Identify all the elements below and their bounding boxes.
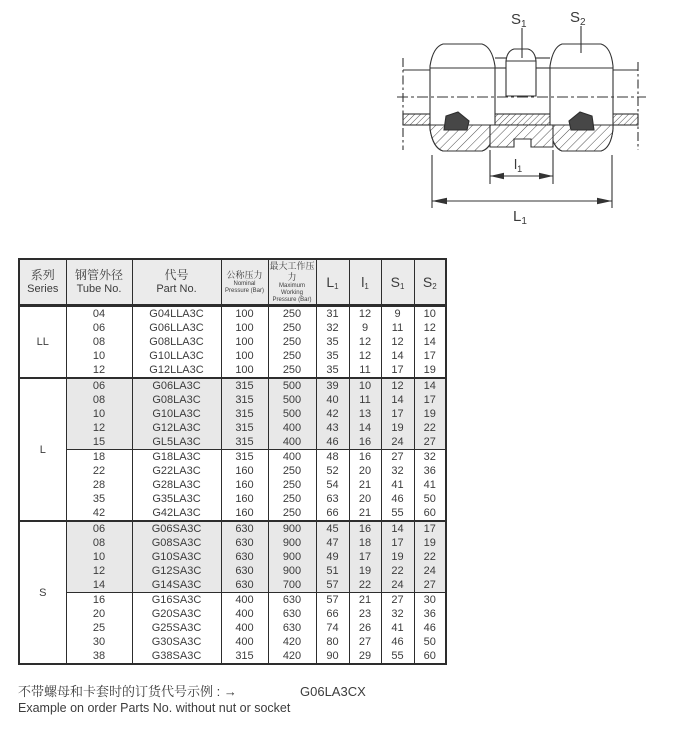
- order-note: [18, 683, 668, 717]
- table-cell: 315: [221, 649, 268, 664]
- table-cell: 630: [221, 536, 268, 550]
- table-cell: 500: [268, 393, 316, 407]
- spec-table: [18, 258, 447, 665]
- table-row: [19, 578, 446, 593]
- table-cell: 315: [221, 450, 268, 465]
- table-cell: 15: [66, 435, 132, 450]
- table-cell: 46: [414, 621, 446, 635]
- table-cell: 250: [268, 464, 316, 478]
- table-row: [19, 450, 446, 465]
- table-cell: 630: [268, 593, 316, 608]
- table-cell: G08LLA3C: [132, 335, 221, 349]
- table-cell: 19: [414, 407, 446, 421]
- table-cell: 10: [414, 306, 446, 322]
- table-cell: 315: [221, 378, 268, 393]
- table-cell: 630: [221, 578, 268, 593]
- table-cell: 700: [268, 578, 316, 593]
- table-cell: G35LA3C: [132, 492, 221, 506]
- table-cell: 400: [221, 607, 268, 621]
- series-cell: LL: [19, 306, 66, 379]
- table-cell: 12: [66, 421, 132, 435]
- table-cell: 50: [414, 492, 446, 506]
- table-cell: 24: [381, 578, 414, 593]
- table-cell: 630: [221, 521, 268, 536]
- table-cell: 17: [414, 349, 446, 363]
- table-cell: 17: [381, 363, 414, 378]
- table-cell: 18: [349, 536, 381, 550]
- header-part: [132, 259, 221, 306]
- table-cell: 27: [381, 593, 414, 608]
- table-cell: 16: [349, 521, 381, 536]
- table-row: [19, 349, 446, 363]
- table-cell: G10LLA3C: [132, 349, 221, 363]
- table-cell: 900: [268, 536, 316, 550]
- table-row: [19, 393, 446, 407]
- header-S1: $S_1$: [381, 259, 414, 306]
- table-cell: 63: [316, 492, 349, 506]
- table-cell: 29: [349, 649, 381, 664]
- table-cell: 900: [268, 521, 316, 536]
- table-cell: 06: [66, 521, 132, 536]
- table-row: [19, 521, 446, 536]
- spec-table-container: [18, 258, 447, 665]
- table-cell: 630: [221, 550, 268, 564]
- table-cell: 06: [66, 321, 132, 335]
- table-cell: 630: [268, 607, 316, 621]
- header-L1: $L_1$: [316, 259, 349, 306]
- table-cell: 315: [221, 393, 268, 407]
- table-cell: 24: [414, 564, 446, 578]
- table-cell: 19: [414, 536, 446, 550]
- table-cell: 43: [316, 421, 349, 435]
- table-row: [19, 593, 446, 608]
- table-cell: 23: [349, 607, 381, 621]
- table-row: [19, 621, 446, 635]
- header-l1: $l_1$: [349, 259, 381, 306]
- table-cell: 50: [414, 635, 446, 649]
- table-cell: 100: [221, 321, 268, 335]
- table-cell: 22: [414, 550, 446, 564]
- table-cell: 160: [221, 464, 268, 478]
- table-row: [19, 435, 446, 450]
- table-cell: 400: [268, 421, 316, 435]
- table-cell: 9: [381, 306, 414, 322]
- body-section: [490, 125, 553, 147]
- table-cell: 100: [221, 335, 268, 349]
- table-cell: G08SA3C: [132, 536, 221, 550]
- table-cell: 20: [349, 464, 381, 478]
- table-cell: 06: [66, 378, 132, 393]
- table-cell: 12: [381, 335, 414, 349]
- table-cell: 27: [414, 578, 446, 593]
- header-series-zh: 系列: [30, 268, 55, 282]
- table-cell: 14: [349, 421, 381, 435]
- table-cell: 46: [381, 635, 414, 649]
- table-cell: 315: [221, 407, 268, 421]
- dim-L1: [432, 155, 612, 208]
- table-cell: 14: [381, 521, 414, 536]
- table-row: [19, 564, 446, 578]
- table-cell: 12: [66, 564, 132, 578]
- table-cell: 32: [316, 321, 349, 335]
- table-cell: G12SA3C: [132, 564, 221, 578]
- table-cell: 04: [66, 306, 132, 322]
- table-cell: 41: [381, 478, 414, 492]
- table-row: [19, 506, 446, 521]
- header-series: [19, 259, 66, 306]
- table-row: [19, 378, 446, 393]
- table-cell: G42LA3C: [132, 506, 221, 521]
- table-cell: G06LLA3C: [132, 321, 221, 335]
- table-cell: 400: [268, 435, 316, 450]
- table-cell: 31: [316, 306, 349, 322]
- table-cell: 16: [349, 435, 381, 450]
- table-cell: 17: [349, 550, 381, 564]
- table-cell: 55: [381, 506, 414, 521]
- fitting-diagram: [0, 0, 688, 248]
- header-S2: $S_2$: [414, 259, 446, 306]
- table-cell: 14: [381, 393, 414, 407]
- table-cell: 12: [414, 321, 446, 335]
- spec-table-body: [19, 306, 446, 665]
- order-note-zh: 不带螺母和卡套时的订货代号示例 : →: [18, 684, 237, 699]
- table-cell: 35: [66, 492, 132, 506]
- table-cell: 42: [316, 407, 349, 421]
- table-cell: 30: [66, 635, 132, 649]
- table-cell: 500: [268, 378, 316, 393]
- table-cell: 9: [349, 321, 381, 335]
- table-cell: G20SA3C: [132, 607, 221, 621]
- table-cell: 60: [414, 506, 446, 521]
- s1-label: $S_1$: [511, 11, 527, 30]
- table-cell: 250: [268, 492, 316, 506]
- table-cell: 13: [349, 407, 381, 421]
- table-cell: 74: [316, 621, 349, 635]
- table-cell: 30: [414, 593, 446, 608]
- table-cell: 400: [221, 621, 268, 635]
- table-cell: 17: [381, 407, 414, 421]
- table-cell: 55: [381, 649, 414, 664]
- table-cell: G25SA3C: [132, 621, 221, 635]
- table-cell: 36: [414, 464, 446, 478]
- table-cell: 39: [316, 378, 349, 393]
- table-cell: 40: [316, 393, 349, 407]
- table-cell: 160: [221, 506, 268, 521]
- table-cell: 21: [349, 506, 381, 521]
- table-cell: 160: [221, 492, 268, 506]
- table-cell: 47: [316, 536, 349, 550]
- table-row: [19, 335, 446, 349]
- table-cell: GL5LA3C: [132, 435, 221, 450]
- table-cell: 16: [66, 593, 132, 608]
- table-cell: 35: [316, 363, 349, 378]
- table-cell: G06SA3C: [132, 521, 221, 536]
- table-row: [19, 478, 446, 492]
- table-cell: G30SA3C: [132, 635, 221, 649]
- table-cell: G06LA3C: [132, 378, 221, 393]
- table-cell: 36: [414, 607, 446, 621]
- table-cell: 22: [349, 578, 381, 593]
- header-tube-zh: 钢管外径: [74, 268, 123, 282]
- table-row: [19, 321, 446, 335]
- table-cell: 20: [66, 607, 132, 621]
- table-cell: G10SA3C: [132, 550, 221, 564]
- table-cell: 32: [381, 607, 414, 621]
- table-cell: 19: [349, 564, 381, 578]
- table-cell: 21: [349, 593, 381, 608]
- table-cell: 25: [66, 621, 132, 635]
- table-row: [19, 464, 446, 478]
- table-cell: 12: [349, 306, 381, 322]
- table-cell: 315: [221, 435, 268, 450]
- table-cell: 41: [414, 478, 446, 492]
- header-part-en: Part No.: [156, 283, 197, 295]
- table-cell: 17: [414, 521, 446, 536]
- table-cell: 22: [381, 564, 414, 578]
- s2-label: $S_2$: [570, 9, 586, 28]
- header-tube-en: Tube No.: [76, 283, 122, 295]
- table-cell: 630: [221, 564, 268, 578]
- table-cell: 35: [316, 349, 349, 363]
- table-cell: 80: [316, 635, 349, 649]
- table-cell: 900: [268, 564, 316, 578]
- table-row: [19, 306, 446, 322]
- header-max-pressure: 最大工作压力 Maximum Working Pressure (Bar): [268, 259, 316, 306]
- table-cell: 420: [268, 635, 316, 649]
- table-cell: 46: [316, 435, 349, 450]
- table-cell: 160: [221, 478, 268, 492]
- table-cell: 11: [349, 363, 381, 378]
- table-cell: 400: [268, 450, 316, 465]
- table-cell: 60: [414, 649, 446, 664]
- table-cell: 52: [316, 464, 349, 478]
- table-cell: 10: [66, 349, 132, 363]
- table-cell: 45: [316, 521, 349, 536]
- table-cell: 54: [316, 478, 349, 492]
- table-cell: 32: [381, 464, 414, 478]
- table-cell: 10: [349, 378, 381, 393]
- table-row: [19, 550, 446, 564]
- l1-label: $l_1$: [514, 156, 523, 174]
- table-cell: 17: [414, 393, 446, 407]
- table-cell: 35: [316, 335, 349, 349]
- table-cell: 66: [316, 506, 349, 521]
- table-row: [19, 635, 446, 649]
- order-note-en: Example on order Parts No. without nut or socket: [18, 701, 291, 715]
- series-cell: L: [19, 378, 66, 521]
- series-cell: S: [19, 521, 66, 664]
- table-cell: 27: [349, 635, 381, 649]
- table-cell: 14: [414, 335, 446, 349]
- table-cell: 24: [381, 435, 414, 450]
- table-cell: G28LA3C: [132, 478, 221, 492]
- table-cell: 12: [66, 363, 132, 378]
- table-cell: 49: [316, 550, 349, 564]
- table-cell: 22: [66, 464, 132, 478]
- table-cell: 32: [414, 450, 446, 465]
- table-cell: 400: [221, 635, 268, 649]
- table-cell: 12: [349, 349, 381, 363]
- table-cell: 250: [268, 363, 316, 378]
- table-cell: 250: [268, 349, 316, 363]
- table-row: [19, 421, 446, 435]
- table-cell: 27: [414, 435, 446, 450]
- table-cell: 38: [66, 649, 132, 664]
- table-cell: 10: [66, 407, 132, 421]
- table-cell: 14: [66, 578, 132, 593]
- table-cell: 250: [268, 506, 316, 521]
- table-cell: 12: [349, 335, 381, 349]
- table-cell: 48: [316, 450, 349, 465]
- table-cell: G04LLA3C: [132, 306, 221, 322]
- table-cell: G38SA3C: [132, 649, 221, 664]
- table-cell: 14: [414, 378, 446, 393]
- table-cell: 42: [66, 506, 132, 521]
- table-cell: 51: [316, 564, 349, 578]
- table-cell: 250: [268, 321, 316, 335]
- table-cell: 21: [349, 478, 381, 492]
- table-row: [19, 492, 446, 506]
- table-cell: 100: [221, 349, 268, 363]
- header-part-zh: 代号: [164, 268, 189, 282]
- table-cell: G10LA3C: [132, 407, 221, 421]
- table-row: [19, 407, 446, 421]
- table-cell: 630: [268, 621, 316, 635]
- header-tube: [66, 259, 132, 306]
- header-series-en: Series: [27, 283, 59, 295]
- header-row: [19, 259, 446, 306]
- table-cell: G14SA3C: [132, 578, 221, 593]
- table-cell: 18: [66, 450, 132, 465]
- table-cell: 57: [316, 578, 349, 593]
- table-cell: 08: [66, 536, 132, 550]
- header-nominal-pressure: 公称压力 Nominal Pressure (Bar): [221, 259, 268, 306]
- table-cell: 41: [381, 621, 414, 635]
- table-cell: 250: [268, 478, 316, 492]
- table-cell: 250: [268, 306, 316, 322]
- table-cell: 90: [316, 649, 349, 664]
- table-cell: 66: [316, 607, 349, 621]
- order-example-code: G06LA3CX: [300, 684, 366, 699]
- table-cell: G16SA3C: [132, 593, 221, 608]
- table-cell: 11: [381, 321, 414, 335]
- table-cell: G18LA3C: [132, 450, 221, 465]
- table-cell: 500: [268, 407, 316, 421]
- table-row: [19, 363, 446, 378]
- table-row: [19, 649, 446, 664]
- table-cell: 12: [381, 378, 414, 393]
- table-cell: 16: [349, 450, 381, 465]
- table-cell: G12LA3C: [132, 421, 221, 435]
- table-cell: 100: [221, 306, 268, 322]
- table-cell: 22: [414, 421, 446, 435]
- table-row: [19, 607, 446, 621]
- table-cell: 19: [381, 550, 414, 564]
- table-cell: 28: [66, 478, 132, 492]
- table-cell: G12LLA3C: [132, 363, 221, 378]
- table-cell: 27: [381, 450, 414, 465]
- table-cell: 11: [349, 393, 381, 407]
- table-cell: 100: [221, 363, 268, 378]
- table-cell: 08: [66, 393, 132, 407]
- table-cell: 250: [268, 335, 316, 349]
- table-cell: G22LA3C: [132, 464, 221, 478]
- table-cell: G08LA3C: [132, 393, 221, 407]
- table-cell: 19: [381, 421, 414, 435]
- table-cell: 315: [221, 421, 268, 435]
- table-cell: 10: [66, 550, 132, 564]
- table-cell: 900: [268, 550, 316, 564]
- table-cell: 17: [381, 536, 414, 550]
- table-cell: 14: [381, 349, 414, 363]
- table-cell: 19: [414, 363, 446, 378]
- table-cell: 26: [349, 621, 381, 635]
- L1-label: $L_1$: [513, 208, 527, 227]
- table-cell: 420: [268, 649, 316, 664]
- table-cell: 08: [66, 335, 132, 349]
- table-row: [19, 536, 446, 550]
- table-cell: 46: [381, 492, 414, 506]
- table-cell: 57: [316, 593, 349, 608]
- table-cell: 400: [221, 593, 268, 608]
- table-cell: 20: [349, 492, 381, 506]
